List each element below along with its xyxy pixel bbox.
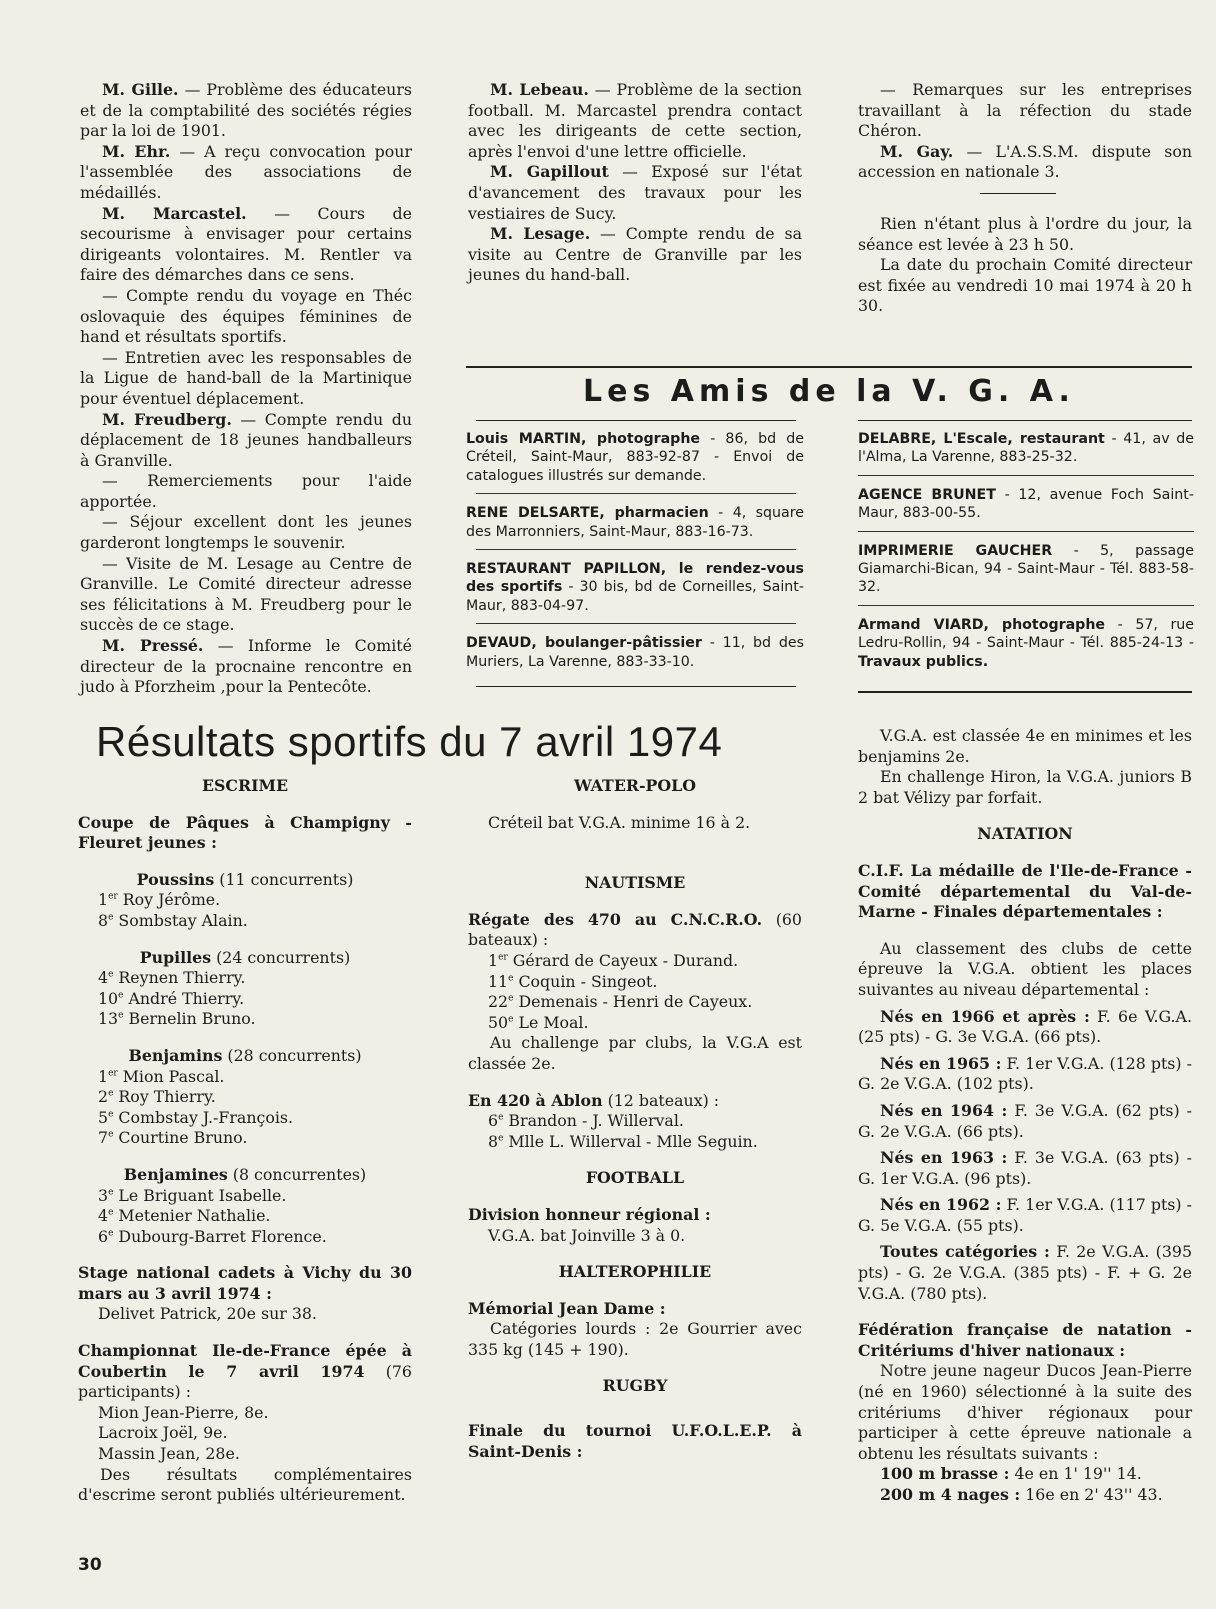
sponsor-text: AGENCE BRUNET - 12, avenue Foch Saint-Maur, 883-00-55.: [858, 486, 1194, 522]
challenge-note: Au challenge par clubs, la V.G.A est classée 2e.: [468, 1033, 802, 1073]
escrime-note: Des résultats complémentaires d'escrime seront publiés ultérieurement.: [78, 1464, 412, 1505]
minutes-item: M. Lesage. — Compte rendu de sa visite au Centre de Granville par les jeunes du hand-ball.: [468, 224, 802, 285]
sponsor-entry: [858, 612, 1194, 675]
ordinal-suffix: e: [498, 1133, 504, 1144]
result-row: 1er Gérard de Cayeux - Durand.: [488, 950, 739, 970]
sponsor-text: IMPRIMERIE GAUCHER - 5, passage Giamarchi-Bican, 94 - Saint-Maur - Tél. 883-58-32.: [858, 542, 1194, 596]
spacer: [468, 1189, 802, 1205]
result-row: Massin Jean, 28e.: [98, 1444, 240, 1464]
sponsor-entry: [858, 538, 1194, 601]
spacer: [468, 1152, 802, 1168]
results-title: Résultats sportifs du 7 avril 1974: [96, 718, 723, 765]
speaker-name: Nés en 1963 :: [880, 1148, 1008, 1168]
section-heading-water-polo: WATER-POLO: [573, 776, 697, 795]
natation-intro: Au classement des clubs de cette épreuve la V.G.A. obtient les places suivantes au niveau départemental :: [858, 938, 1192, 999]
amis-bottom-rule-left: [476, 686, 796, 687]
ordinal-suffix: e: [108, 1187, 114, 1198]
spacer: [78, 1149, 412, 1165]
year-result: Nés en 1966 et après : F. 6e V.G.A. (25 pts) - G. 3e V.G.A. (66 pts).: [858, 1006, 1192, 1047]
ordinal-suffix: e: [108, 1228, 114, 1239]
closing-text: Rien n'étant plus à l'ordre du jour, la séance est levée à 23 h 50.: [858, 213, 1192, 254]
section-heading-natation: NATATION: [977, 824, 1073, 844]
amis-heading-rule-right: [858, 420, 1192, 421]
speaker-name: Nés en 1966 et après :: [880, 1006, 1090, 1026]
category-heading: Pupilles (24 concurrents): [139, 947, 351, 967]
ffn-text: Notre jeune nageur Ducos Jean-Pierre (né en 1960) sélectionné à la suite des critériums d'hiver régionaux pour participer à cette épreuve nationale a obtenu les résultats suivants :: [858, 1361, 1192, 1463]
ordinal-suffix: e: [118, 990, 124, 1001]
top-column-2: [468, 80, 802, 286]
section-heading-rugby: RUGBY: [602, 1376, 668, 1396]
ordinal-suffix: e: [108, 912, 114, 923]
minutes-item: — Séjour excellent dont les jeunes garderont longtemps le souvenir.: [80, 512, 412, 553]
spacer: [468, 894, 802, 910]
spacer: [468, 1075, 802, 1091]
speaker-name: Nés en 1964 :: [880, 1100, 1008, 1120]
category-name: Benjamines: [123, 1164, 228, 1184]
sponsor-name: DEVAUD, boulanger-pâtissier: [466, 635, 702, 652]
sponsor-entry: [466, 630, 804, 675]
result-row: 5e Combstay J.-François.: [98, 1107, 294, 1127]
ordinal-suffix: e: [508, 1014, 514, 1025]
minutes-item: M. Ehr. — A reçu convocation pour l'assemblée des associations de médaillés.: [80, 141, 412, 202]
speaker-name: M. Lesage.: [490, 224, 591, 244]
water-polo-note: V.G.A. est classée 4e en minimes et les benjamins 2e.: [858, 726, 1192, 766]
regate-name: Régate des 470 au C.N.C.R.O.: [468, 909, 763, 929]
year-result: Toutes catégories : F. 2e V.G.A. (395 pts) - G. 2e V.G.A. (385 pts) - F. + G. 2e V.G.A. (780 pts).: [858, 1242, 1192, 1303]
speaker-name: 100 m brasse :: [880, 1464, 1010, 1484]
ordinal-suffix: e: [108, 969, 114, 980]
speaker-name: M. Freudberg.: [102, 409, 232, 429]
amis-heading-rule-left: [476, 420, 796, 421]
result-row: 8e Mlle L. Willerval - Mlle Seguin.: [488, 1131, 758, 1151]
top-column-3: [858, 80, 1192, 317]
result-row: 8e Sombstay Alain.: [98, 910, 248, 930]
sponsor-name: RESTAURANT PAPILLON, le rendez-vous des sportifs: [466, 561, 804, 596]
football-division: Division honneur régional :: [468, 1204, 711, 1224]
category-name: Pupilles: [139, 947, 212, 967]
ordinal-suffix: e: [108, 1207, 114, 1218]
speaker-name: M. Ehr.: [102, 141, 171, 161]
sponsor-divider: [476, 493, 796, 494]
football-result: V.G.A. bat Joinville 3 à 0.: [488, 1225, 686, 1245]
ordinal-suffix: e: [118, 1011, 124, 1022]
category-heading: Benjamines (8 concurrentes): [123, 1164, 367, 1184]
ordinal-suffix: e: [508, 973, 514, 984]
category-name: Poussins: [136, 869, 215, 889]
minutes-item: — Remarques sur les entreprises travaillant à la réfection du stade Chéron.: [858, 80, 1192, 141]
results-column-1: [78, 776, 412, 1506]
spacer: [468, 857, 802, 873]
sponsor-entry: [858, 426, 1194, 471]
nages-result: 200 m 4 nages : 16e en 2' 43'' 43.: [880, 1485, 1163, 1504]
cif-title: C.I.F. La médaille de l'Ile-de-France - Comité départemental du Val-de-Marne - Finales départementales :: [858, 860, 1192, 922]
year-result: Nés en 1963 : F. 3e V.G.A. (63 pts) - G. 1er V.G.A. (96 pts).: [858, 1148, 1192, 1188]
water-polo-note: En challenge Hiron, la V.G.A. juniors B 2 bat Vélizy par forfait.: [858, 767, 1192, 807]
brasse-result: 100 m brasse : 4e en 1' 19'' 14.: [880, 1464, 1142, 1484]
minutes-item: M. Marcastel. — Cours de secourisme à envisager pour certains dirigeants volontaires. M. Rentler va faire des démarches dans ce sens.: [80, 203, 412, 285]
results-column-2: [468, 776, 802, 1462]
speaker-name: 200 m 4 nages :: [880, 1485, 1021, 1504]
year-result: Nés en 1965 : F. 1er V.G.A. (128 pts) - G. 2e V.G.A. (102 pts).: [858, 1053, 1193, 1094]
stage-result: Delivet Patrick, 20e sur 38.: [98, 1304, 317, 1324]
spacer: [468, 833, 802, 857]
section-heading-football: FOOTBALL: [585, 1168, 685, 1188]
ordinal-suffix: er: [108, 1068, 118, 1079]
spacer: [858, 923, 1192, 939]
sponsor-name: Louis MARTIN, photographe: [466, 431, 701, 447]
speaker-name: M. Lebeau.: [490, 80, 589, 99]
minutes-item: — Entretien avec les responsables de la Ligue de hand-ball de la Martinique pour éventuel déplacement.: [80, 347, 412, 408]
sponsor-text: RESTAURANT PAPILLON, le rendez-vous des sportifs - 30 bis, bd de Corneilles, Saint-Maur, 883-04-97.: [466, 561, 804, 614]
year-result: Nés en 1964 : F. 3e V.G.A. (62 pts) - G. 2e V.G.A. (66 pts).: [858, 1100, 1192, 1141]
minutes-item: M. Gay. — L'A.S.S.M. dispute son accession en nationale 3.: [858, 141, 1193, 182]
sponsor-text: DEVAUD, boulanger-pâtissier - 11, bd des Muriers, La Varenne, 883-33-10.: [466, 635, 805, 670]
sponsor-name: DELABRE, L'Escale, restaurant: [858, 431, 1105, 447]
ordinal-suffix: e: [108, 1088, 114, 1099]
minutes-item: — Visite de M. Lesage au Centre de Granville. Le Comité directeur adresse ses félicitations à M. Freudberg pour le succès de ce stage.: [80, 553, 412, 635]
water-polo-result: Créteil bat V.G.A. minime 16 à 2.: [488, 812, 751, 832]
haltero-result: Catégories lourds : 2e Gourrier avec 335 kg (145 + 190).: [468, 1319, 802, 1359]
sponsor-entry: [466, 556, 804, 619]
result-row: 7e Courtine Bruno.: [98, 1128, 248, 1148]
section-heading-halterophilie: HALTEROPHILIE: [558, 1262, 712, 1282]
spacer: [858, 1304, 1192, 1320]
amis-heading: Les Amis de la V. G. A.: [583, 374, 1075, 409]
result-row: 4e Reynen Thierry.: [98, 968, 246, 988]
result-row: 11e Coquin - Singeot.: [488, 971, 658, 991]
speaker-name: M. Marcastel.: [102, 203, 247, 223]
spacer: [78, 1325, 412, 1341]
minutes-item: — Compte rendu du voyage en Théc oslovaquie des équipes féminines de hand et résultats sportifs.: [80, 285, 412, 347]
result-row: 6e Brandon - J. Willerval.: [488, 1111, 684, 1131]
spacer: [468, 797, 802, 813]
spacer: [468, 1397, 802, 1421]
ordinal-suffix: e: [108, 1130, 114, 1141]
amis-bottom-rule-right: [858, 691, 1192, 693]
ordinal-suffix: e: [508, 993, 514, 1004]
championnat-name: Championnat Ile-de-France épée à Coubertin le 7 avril 1974: [78, 1341, 412, 1381]
sponsor-divider: [858, 531, 1194, 532]
speaker-name: M. Pressé.: [102, 636, 204, 656]
section-heading-nautisme: NAUTISME: [584, 873, 686, 893]
category-heading: Benjamins (28 concurrents): [128, 1045, 362, 1065]
result-row: 22e Demenais - Henri de Cayeux.: [488, 992, 753, 1012]
ordinal-suffix: e: [108, 1109, 114, 1120]
speaker-name: M. Gay.: [880, 141, 954, 161]
result-row: 6e Dubourg-Barret Florence.: [98, 1226, 327, 1246]
speaker-name: Toutes catégories :: [880, 1242, 1050, 1262]
results-column-3: [858, 726, 1192, 1506]
result-row: 13e Bernelin Bruno.: [98, 1009, 256, 1029]
page-number: 30: [78, 1555, 102, 1575]
column-separator: [980, 193, 1056, 194]
sponsor-name: Armand VIARD, photographe: [858, 616, 1106, 633]
speaker-name: M. Gapillout: [490, 162, 609, 182]
sponsor-text: RENE DELSARTE, pharmacien - 4, square des Marronniers, Saint-Maur, 883-16-73.: [466, 505, 804, 540]
minutes-item: — Remerciements pour l'aide apportée.: [80, 471, 412, 511]
spacer: [858, 808, 1192, 824]
speaker-name: Nés en 1965 :: [880, 1053, 1002, 1073]
closing-text: La date du prochain Comité directeur est fixée au vendredi 10 mai 1974 à 20 h 30.: [858, 255, 1192, 316]
ordinal-suffix: er: [108, 892, 118, 903]
regate-470-title: Régate des 470 au C.N.C.R.O. (60 bateaux) :: [468, 909, 802, 950]
sponsor-divider: [858, 605, 1194, 606]
result-row: Mion Jean-Pierre, 8e.: [98, 1402, 269, 1422]
championnat-title: Championnat Ile-de-France épée à Coubertin le 7 avril 1974 (76 participants) :: [78, 1341, 412, 1402]
rugby-final: Finale du tournoi U.F.O.L.E.P. à Saint-Denis :: [468, 1421, 802, 1461]
minutes-item: M. Pressé. — Informe le Comité directeur de la procnaine rencontre en judo à Pforzheim ,pour la Pentecôte.: [80, 636, 412, 697]
result-row: Lacroix Joël, 9e.: [98, 1423, 228, 1443]
category-heading: Poussins (11 concurrents): [136, 869, 354, 889]
sponsor-divider: [476, 623, 796, 624]
speaker-name: M. Gille.: [102, 80, 179, 99]
sponsor-entry: [466, 500, 804, 545]
spacer: [858, 845, 1192, 861]
amis-right-column: [858, 426, 1194, 675]
spacer: [78, 854, 412, 870]
result-row: 10e André Thierry.: [98, 988, 245, 1008]
sponsor-entry: [466, 426, 804, 489]
regate-420-title: En 420 à Ablon (12 bateaux) :: [468, 1090, 720, 1110]
result-row: 1er Mion Pascal.: [98, 1066, 225, 1086]
sponsor-name: AGENCE BRUNET: [858, 486, 996, 503]
result-row: 4e Metenier Nathalie.: [98, 1206, 271, 1226]
spacer: [78, 1030, 412, 1046]
amis-left-column: [466, 426, 804, 675]
minutes-item: M. Gapillout — Exposé sur l'état d'avancement des travaux pour les vestiaires de Sucy.: [468, 162, 802, 223]
result-row: 3e Le Briguant Isabelle.: [98, 1185, 287, 1205]
spacer: [468, 1246, 802, 1262]
regate-name: En 420 à Ablon: [468, 1090, 603, 1110]
escrime-intro: Coupe de Pâques à Champigny - Fleuret jeunes :: [78, 812, 412, 853]
result-row: 1er Roy Jérôme.: [98, 890, 221, 910]
ordinal-suffix: er: [498, 952, 508, 963]
ffn-title: Fédération française de natation - Critériums d'hiver nationaux :: [858, 1320, 1192, 1360]
spacer: [468, 1360, 802, 1376]
amis-top-rule: [466, 366, 1192, 368]
sponsor-text: DELABRE, L'Escale, restaurant - 41, av de l'Alma, La Varenne, 883-25-32.: [858, 431, 1194, 466]
ordinal-suffix: e: [498, 1112, 504, 1123]
result-row: 50e Le Moal.: [488, 1012, 589, 1032]
minutes-item: M. Freudberg. — Compte rendu du déplacement de 18 jeunes handballeurs à Granville.: [80, 409, 412, 470]
stage-title: Stage national cadets à Vichy du 30 mars au 3 avril 1974 :: [78, 1263, 412, 1303]
category-name: Benjamins: [128, 1045, 223, 1065]
sponsor-entry: [858, 482, 1194, 527]
memorial-title: Mémorial Jean Dame :: [468, 1298, 666, 1318]
spacer: [78, 932, 412, 948]
sponsor-text: Armand VIARD, photographe - 57, rue Ledru-Rollin, 94 - Saint-Maur - Tél. 885-24-13 - Travaux publics.: [858, 616, 1195, 670]
sponsor-name: RENE DELSARTE, pharmacien: [466, 505, 709, 522]
result-row: 2e Roy Thierry.: [98, 1087, 216, 1107]
year-result: Nés en 1962 : F. 1er V.G.A. (117 pts) - G. 5e V.G.A. (55 pts).: [858, 1195, 1193, 1235]
sponsor-name: IMPRIMERIE GAUCHER: [858, 542, 1053, 559]
sponsor-divider: [476, 549, 796, 550]
speaker-name: Nés en 1962 :: [880, 1195, 1002, 1215]
sponsor-note: Travaux publics.: [858, 653, 989, 670]
spacer: [78, 797, 412, 813]
sponsor-text: Louis MARTIN, photographe - 86, bd de Créteil, Saint-Maur, 883-92-87 - Envoi de catalogues illustrés sur demande.: [466, 431, 804, 484]
section-heading-escrime: ESCRIME: [201, 776, 289, 795]
minutes-item: M. Lebeau. — Problème de la section football. M. Marcastel prendra contact avec les dirigeants de cette section, après l'envoi d'une lettre officielle.: [468, 80, 802, 161]
top-column-1: [80, 80, 412, 698]
spacer: [78, 1247, 412, 1263]
spacer: [468, 1283, 802, 1299]
minutes-item: M. Gille. — Problème des éducateurs et de la comptabilité des sociétés régies par la loi de 1901.: [80, 80, 412, 141]
sponsor-divider: [858, 475, 1194, 476]
